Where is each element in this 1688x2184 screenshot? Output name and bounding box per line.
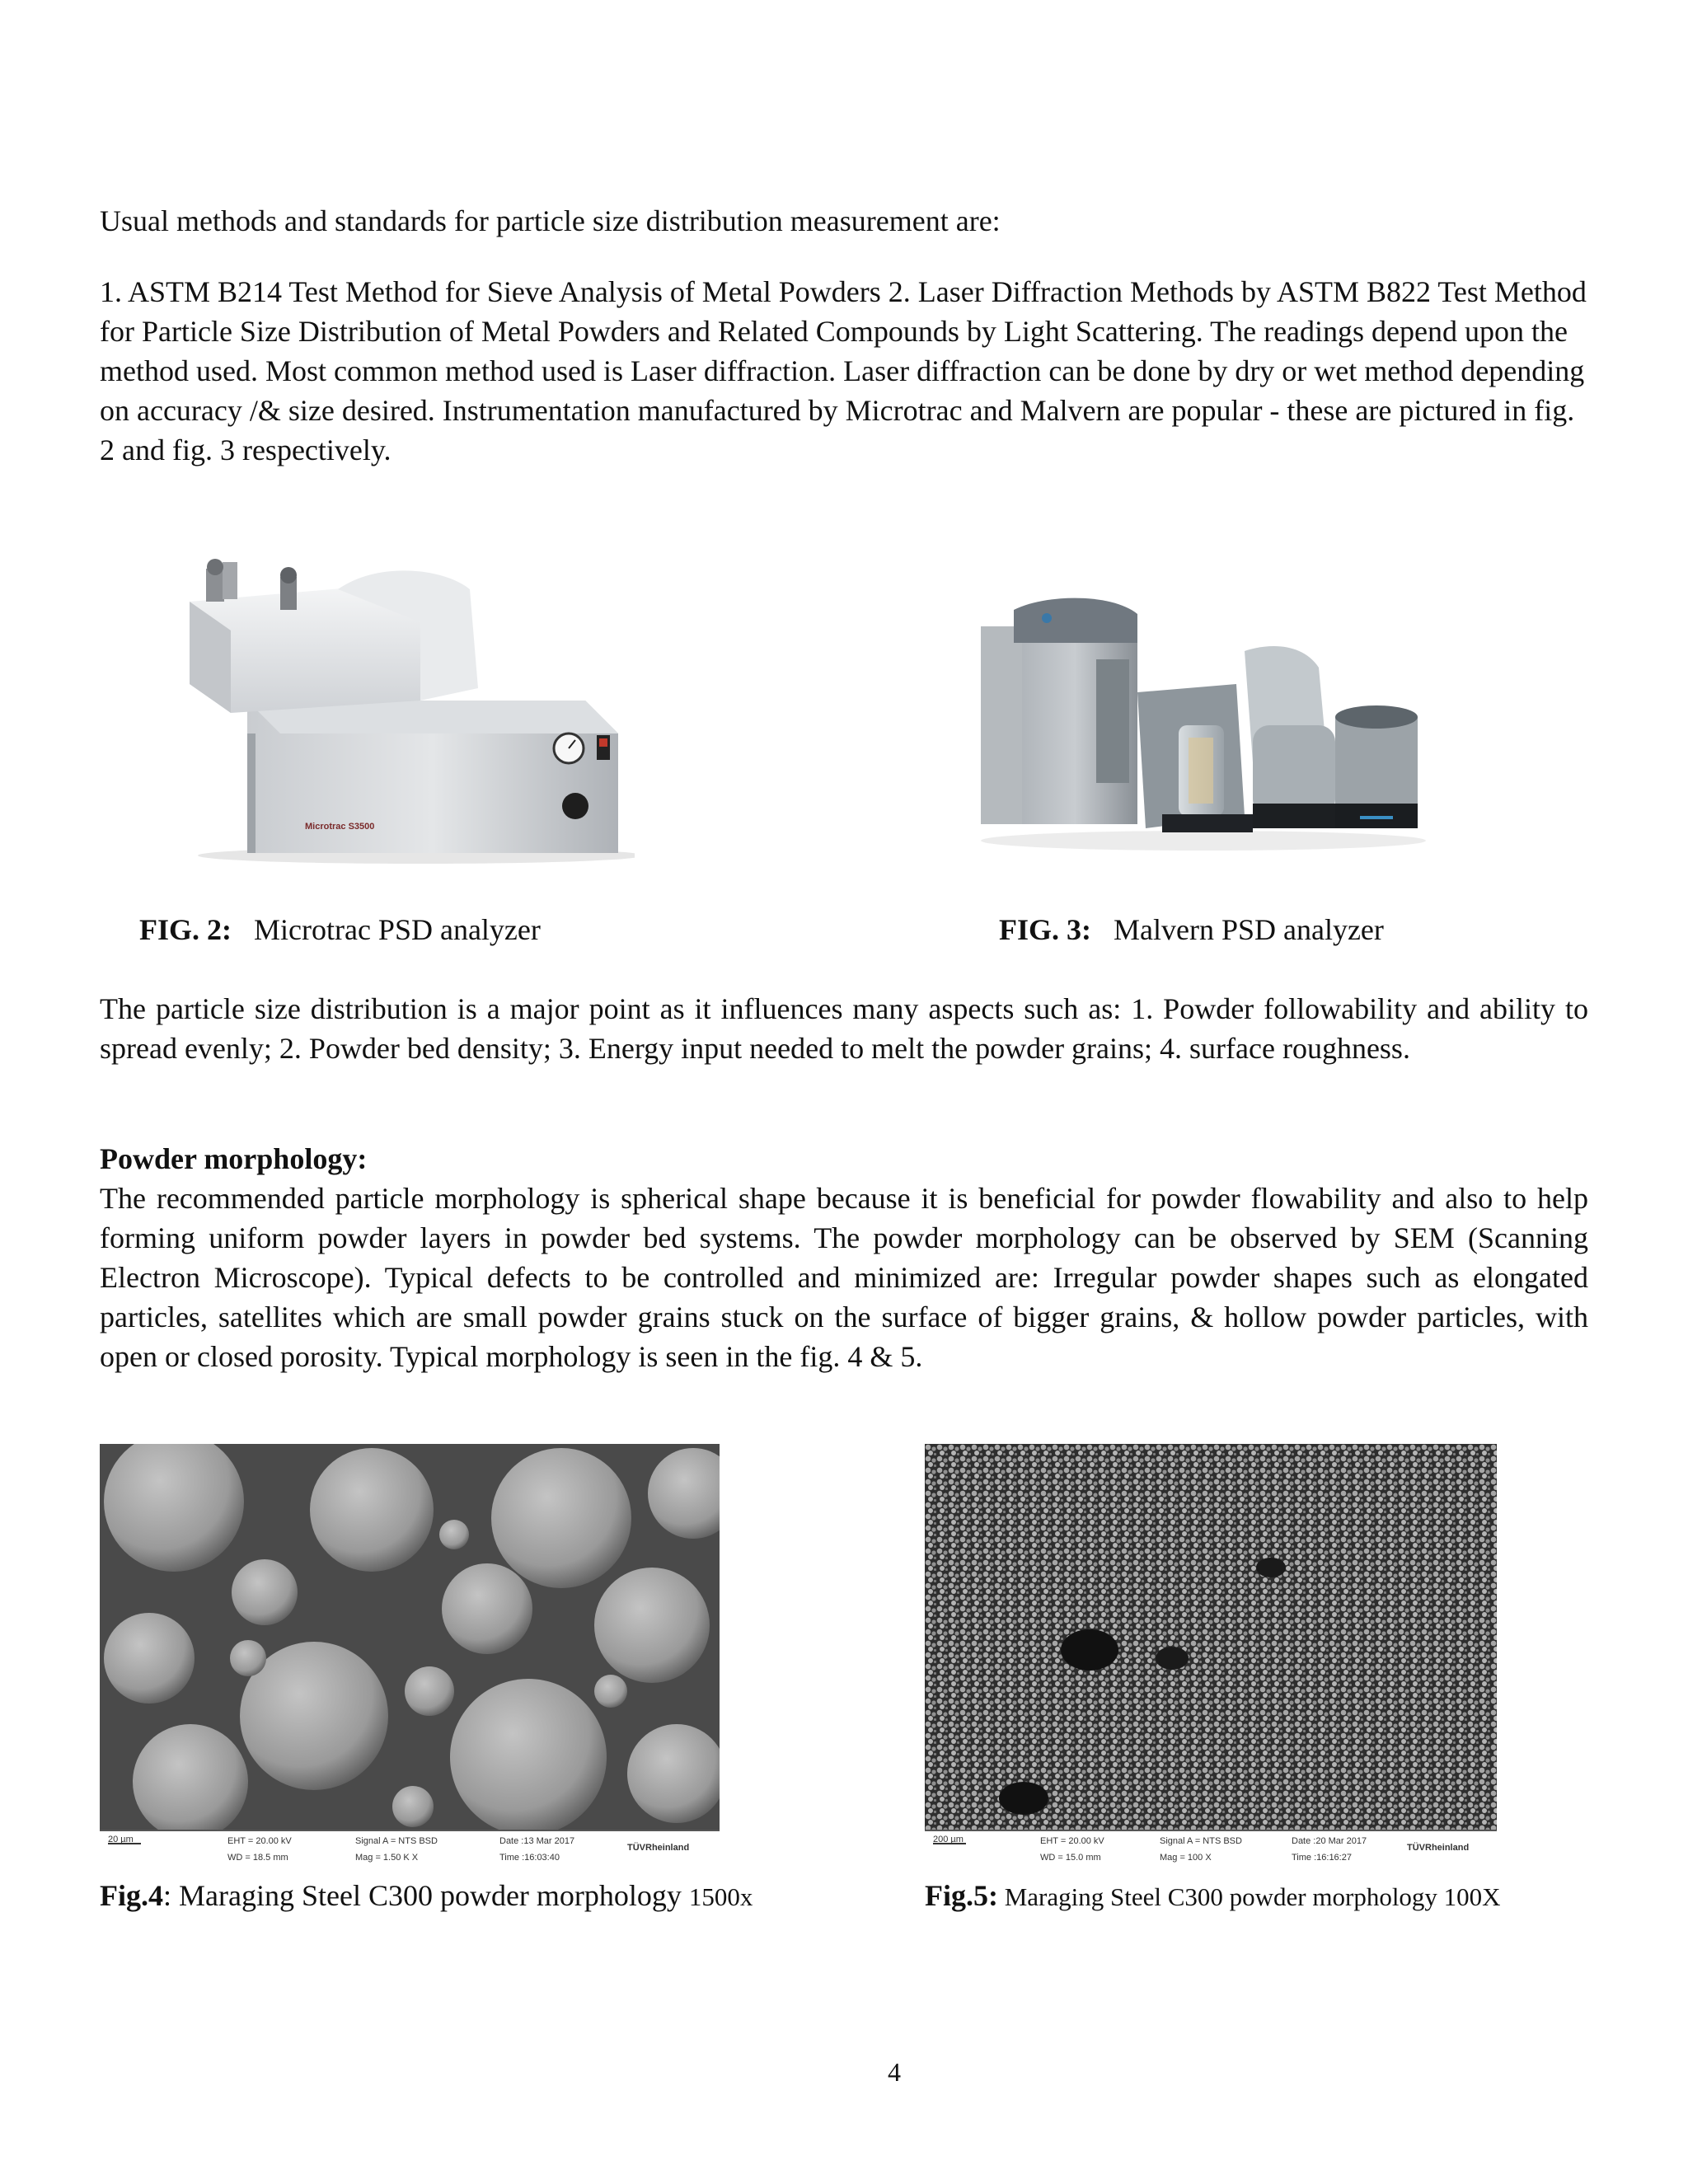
fig2-label: FIG. 2: [139, 913, 232, 946]
fig4-label: Fig.4 [100, 1879, 163, 1912]
fig2-text: Microtrac PSD analyzer [254, 913, 541, 946]
sem-time: Time :16:16:27 [1292, 1853, 1352, 1863]
fig2-caption [139, 912, 541, 948]
intro-text: Usual methods and standards for particle size distribution measurement are: [100, 204, 1001, 237]
page-number: 4 [888, 2057, 901, 2087]
fig3-text: Malvern PSD analyzer [1114, 913, 1384, 946]
fig4-caption [100, 1877, 753, 1915]
morphology-heading: Powder morphology: [100, 1142, 368, 1175]
sem-eht: EHT = 20.00 kV [227, 1836, 292, 1846]
methods-paragraph: 1. ASTM B214 Test Method for Sieve Analysis of Metal Powders 2. Laser Diffraction Methods by ASTM B822 Test Method for Particle Size Distribution of Metal Powders and Related Compounds by Light Scattering. The readings depend upon the method used. Most common method used is Laser diffraction. Laser diffraction can be done by dry or wet method depending on accuracy /& size desired. Instrumentation manufactured by Microtrac and Malvern are popular - these are pictured in fig. 2 and fig. 3 respectively. [100, 275, 1587, 466]
malvern-analyzer-image [973, 593, 1434, 857]
fig4-text: : Maraging Steel C300 powder morphology [163, 1879, 689, 1912]
tuv-logo: TÜVRheinland [627, 1843, 690, 1853]
fig5-label: Fig.5: [925, 1879, 998, 1912]
sem-wd: WD = 18.5 mm [227, 1853, 288, 1863]
sem-date: Date :13 Mar 2017 [499, 1836, 575, 1846]
fig3-label: FIG. 3: [999, 913, 1091, 946]
sem-signal: Signal A = NTS BSD [1160, 1836, 1242, 1846]
sem-info-bar [100, 1830, 720, 1871]
sem-time: Time :16:03:40 [499, 1853, 560, 1863]
sem-image-100x [925, 1444, 1497, 1871]
tuv-logo: TÜVRheinland [1407, 1843, 1470, 1853]
microtrac-brand-label: Microtrac S3500 [305, 822, 375, 832]
fig5-text: Maraging Steel C300 powder morphology 100X [997, 1882, 1501, 1911]
sem-info-bar [925, 1830, 1497, 1871]
sem-image-1500x [100, 1444, 720, 1871]
morphology-paragraph: The recommended particle morphology is spherical shape because it is beneficial for powder flowability and also to help forming uniform powder layers in powder bed systems. The powder morphology can be observed by SEM (Scanning Electron Microscope). Typical defects to be controlled and minimized are: Irregular powder shapes such as elongated particles, satellites which are small powder grains stuck on the surface of bigger grains, & hollow powder particles, with open or closed porosity. Typical morphology is seen in the fig. 4 & 5. [100, 1182, 1588, 1373]
fig3-caption [999, 912, 1384, 948]
sem-mag: Mag = 100 X [1160, 1853, 1212, 1863]
psd-paragraph: The particle size distribution is a major point as it influences many aspects such as: 1. Powder followability and ability to spread evenly; 2. Powder bed density; 3. Energy input needed to melt the powder grains; 4. surface roughness. [100, 992, 1588, 1065]
fig4-magnification: 1500x [688, 1882, 753, 1911]
sem-scale: 20 µm [108, 1835, 134, 1844]
sem-scale: 200 µm [933, 1835, 964, 1844]
microtrac-analyzer-image [173, 544, 635, 865]
sem-signal: Signal A = NTS BSD [355, 1836, 438, 1846]
fig5-caption [925, 1877, 1501, 1915]
sem-mag: Mag = 1.50 K X [355, 1853, 419, 1863]
sem-wd: WD = 15.0 mm [1040, 1853, 1101, 1863]
sem-eht: EHT = 20.00 kV [1040, 1836, 1104, 1846]
sem-date: Date :20 Mar 2017 [1292, 1836, 1367, 1846]
